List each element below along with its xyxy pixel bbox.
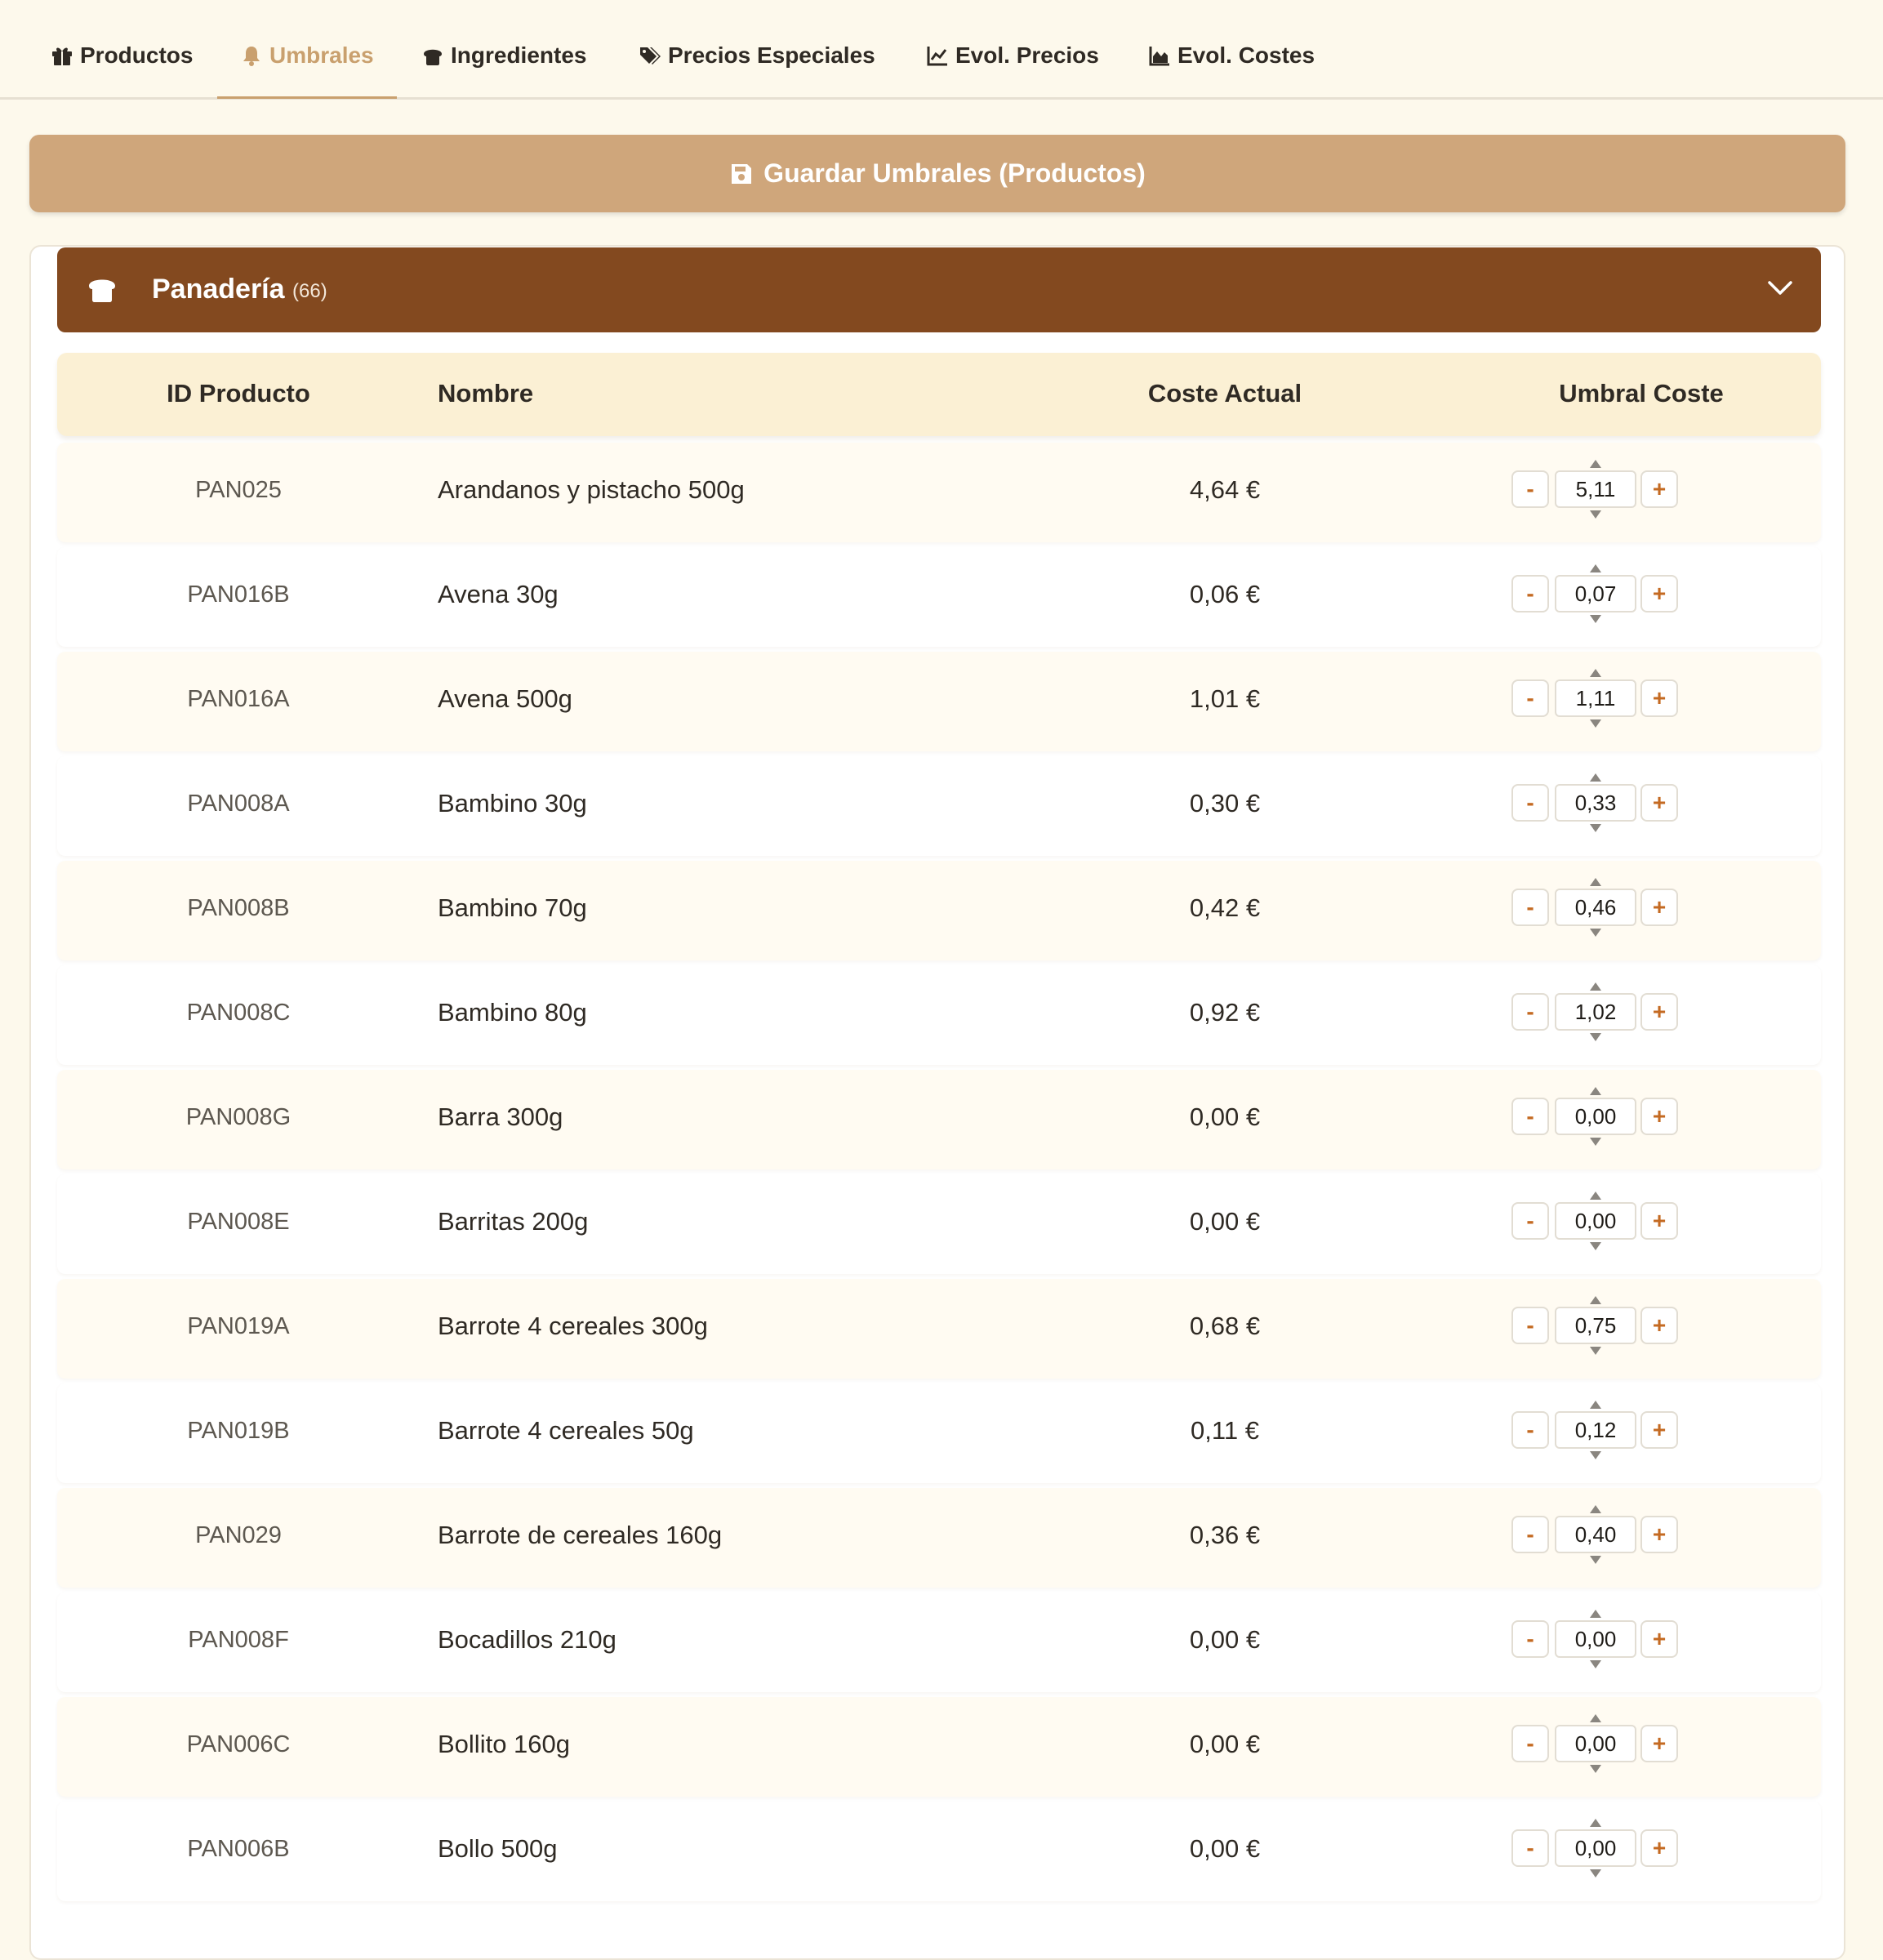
decrement-button[interactable]: -: [1511, 1516, 1549, 1553]
threshold-input[interactable]: 0,00: [1555, 1202, 1636, 1240]
product-name: Barrote de cereales 160g: [438, 1521, 723, 1549]
threshold-input[interactable]: 0,33: [1555, 784, 1636, 822]
column-header-id[interactable]: ID Producto: [167, 379, 310, 408]
threshold-input[interactable]: 0,46: [1555, 889, 1636, 926]
increment-button[interactable]: +: [1640, 1725, 1678, 1762]
threshold-stepper: [1511, 889, 1683, 928]
threshold-stepper: [1511, 1098, 1683, 1137]
increment-button[interactable]: +: [1640, 1411, 1678, 1449]
spin-down-icon[interactable]: [1590, 1347, 1601, 1355]
current-cost: 4,64 €: [1189, 475, 1261, 504]
current-cost: 0,11 €: [1191, 1416, 1259, 1445]
current-cost: 0,00 €: [1189, 1834, 1261, 1863]
current-cost: 0,00 €: [1189, 1207, 1261, 1236]
tab-label: Umbrales: [269, 42, 374, 68]
table-row: [57, 1174, 1821, 1274]
category-count: (66): [292, 280, 327, 302]
threshold-input[interactable]: 0,00: [1555, 1829, 1636, 1867]
tab-label: Evol. Precios: [955, 42, 1099, 68]
decrement-button[interactable]: -: [1511, 1098, 1549, 1135]
spin-down-icon[interactable]: [1590, 1660, 1601, 1668]
product-id: PAN008F: [188, 1627, 289, 1653]
product-name: Barrote 4 cereales 300g: [438, 1312, 708, 1340]
table-header: [57, 353, 1821, 436]
table-row: [57, 1070, 1821, 1169]
spin-down-icon[interactable]: [1590, 1556, 1601, 1564]
save-thresholds-button[interactable]: [29, 135, 1845, 212]
threshold-stepper: [1511, 1307, 1683, 1346]
threshold-stepper: [1511, 470, 1683, 510]
table-row: [57, 652, 1821, 751]
category-name: Panadería: [152, 274, 285, 305]
gift-icon: [51, 44, 73, 67]
tab-label: Productos: [80, 42, 194, 68]
tags-icon: [639, 44, 661, 67]
threshold-input[interactable]: 1,02: [1555, 993, 1636, 1031]
increment-button[interactable]: +: [1640, 1620, 1678, 1658]
product-name: Avena 500g: [438, 684, 572, 713]
product-name: Avena 30g: [438, 580, 559, 608]
threshold-stepper: [1511, 1620, 1683, 1659]
spin-down-icon[interactable]: [1590, 929, 1601, 937]
product-name: Bambino 70g: [438, 893, 587, 922]
table-row: [57, 1802, 1821, 1901]
tab-label: Ingredientes: [451, 42, 587, 68]
bread-icon: [87, 275, 118, 303]
product-id: PAN006B: [187, 1836, 290, 1862]
table-body: [57, 443, 1821, 1906]
spin-up-icon[interactable]: [1590, 669, 1601, 677]
current-cost: 0,00 €: [1189, 1730, 1261, 1758]
threshold-stepper: [1511, 1516, 1683, 1555]
product-id: PAN025: [195, 477, 282, 503]
table-row: [57, 443, 1821, 542]
threshold-input[interactable]: 0,00: [1555, 1725, 1636, 1762]
threshold-stepper: [1511, 679, 1683, 719]
spin-up-icon[interactable]: [1590, 1401, 1601, 1409]
threshold-stepper: [1511, 575, 1683, 614]
spin-up-icon[interactable]: [1590, 773, 1601, 782]
tab-evol-costes[interactable]: [1148, 42, 1315, 96]
current-cost: 0,00 €: [1189, 1102, 1261, 1131]
threshold-input[interactable]: 0,12: [1555, 1411, 1636, 1449]
bell-icon: [240, 44, 263, 67]
increment-button[interactable]: +: [1640, 470, 1678, 508]
product-name: Bollo 500g: [438, 1834, 558, 1863]
product-id: PAN008B: [187, 895, 290, 921]
increment-button[interactable]: +: [1640, 1829, 1678, 1867]
decrement-button[interactable]: -: [1511, 679, 1549, 717]
current-cost: 0,92 €: [1189, 998, 1261, 1027]
increment-button[interactable]: +: [1640, 1202, 1678, 1240]
threshold-stepper: [1511, 1202, 1683, 1241]
table-row: [57, 1383, 1821, 1483]
chevron-down-icon[interactable]: [1767, 278, 1793, 298]
increment-button[interactable]: +: [1640, 1516, 1678, 1553]
spin-up-icon[interactable]: [1590, 564, 1601, 572]
spin-down-icon[interactable]: [1590, 510, 1601, 519]
product-id: PAN016A: [187, 686, 290, 712]
increment-button[interactable]: +: [1640, 1307, 1678, 1344]
current-cost: 0,06 €: [1189, 580, 1261, 608]
product-name: Arandanos y pistacho 500g: [438, 475, 745, 504]
product-name: Barrote 4 cereales 50g: [438, 1416, 694, 1445]
save-button-label: Guardar Umbrales (Productos): [763, 158, 1146, 188]
spin-up-icon[interactable]: [1590, 982, 1601, 991]
category-header[interactable]: [57, 247, 1821, 332]
product-id: PAN019A: [187, 1313, 290, 1339]
product-name: Bambino 30g: [438, 789, 587, 817]
threshold-stepper: [1511, 1411, 1683, 1450]
spin-up-icon[interactable]: [1590, 1296, 1601, 1304]
increment-button[interactable]: +: [1640, 889, 1678, 926]
decrement-button[interactable]: -: [1511, 1411, 1549, 1449]
spin-down-icon[interactable]: [1590, 1242, 1601, 1250]
tab-precios-especiales[interactable]: [639, 42, 875, 96]
product-id: PAN008A: [187, 791, 290, 817]
table-row: [57, 965, 1821, 1065]
increment-button[interactable]: +: [1640, 1098, 1678, 1135]
product-name: Bollito 160g: [438, 1730, 571, 1758]
column-header-cost[interactable]: Coste Actual: [1147, 379, 1302, 408]
spin-down-icon[interactable]: [1590, 1765, 1601, 1773]
table-row: [57, 861, 1821, 960]
tab-ingredientes[interactable]: [421, 42, 586, 96]
spin-down-icon[interactable]: [1590, 615, 1601, 623]
current-cost: 0,00 €: [1189, 1625, 1261, 1654]
decrement-button[interactable]: -: [1511, 470, 1549, 508]
decrement-button[interactable]: -: [1511, 1829, 1549, 1867]
threshold-input[interactable]: 0,00: [1555, 1620, 1636, 1658]
product-id: PAN019B: [187, 1418, 290, 1444]
decrement-button[interactable]: -: [1511, 575, 1549, 612]
increment-button[interactable]: +: [1640, 993, 1678, 1031]
threshold-input[interactable]: 5,11: [1555, 470, 1636, 508]
column-header-threshold[interactable]: Umbral Coste: [1559, 379, 1724, 408]
current-cost: 0,30 €: [1189, 789, 1261, 817]
increment-button[interactable]: +: [1640, 575, 1678, 612]
column-header-name[interactable]: Nombre: [438, 379, 534, 408]
threshold-stepper: [1511, 784, 1683, 823]
tab-bar: [0, 0, 1883, 100]
spin-up-icon[interactable]: [1590, 1819, 1601, 1827]
spin-down-icon[interactable]: [1590, 1869, 1601, 1878]
tab-label: Evol. Costes: [1177, 42, 1315, 68]
spin-up-icon[interactable]: [1590, 1505, 1601, 1513]
product-id: PAN008E: [187, 1209, 290, 1235]
spin-up-icon[interactable]: [1590, 1610, 1601, 1618]
current-cost: 0,68 €: [1189, 1312, 1261, 1340]
table-row: [57, 1697, 1821, 1797]
table-row: [57, 547, 1821, 647]
line-chart-icon: [926, 44, 949, 67]
spin-down-icon[interactable]: [1590, 824, 1601, 832]
bread-icon: [421, 44, 444, 67]
table-row: [57, 1279, 1821, 1379]
decrement-button[interactable]: -: [1511, 1202, 1549, 1240]
category-card: [29, 245, 1845, 1960]
product-name: Barra 300g: [438, 1102, 563, 1131]
spin-up-icon[interactable]: [1590, 1714, 1601, 1722]
decrement-button[interactable]: -: [1511, 784, 1549, 822]
decrement-button[interactable]: -: [1511, 993, 1549, 1031]
table-row: [57, 1488, 1821, 1588]
current-cost: 0,42 €: [1189, 893, 1261, 922]
current-cost: 1,01 €: [1189, 684, 1261, 713]
spin-down-icon[interactable]: [1590, 1451, 1601, 1459]
threshold-input[interactable]: 1,11: [1555, 679, 1636, 717]
threshold-stepper: [1511, 1829, 1683, 1869]
product-id: PAN029: [195, 1522, 282, 1548]
current-cost: 0,36 €: [1189, 1521, 1261, 1549]
decrement-button[interactable]: -: [1511, 889, 1549, 926]
threshold-input[interactable]: 0,00: [1555, 1098, 1636, 1135]
save-icon: [729, 162, 754, 186]
product-name: Bambino 80g: [438, 998, 587, 1027]
tab-umbrales[interactable]: [240, 42, 374, 96]
product-id: PAN016B: [187, 581, 290, 608]
product-id: PAN006C: [186, 1731, 291, 1757]
increment-button[interactable]: +: [1640, 784, 1678, 822]
decrement-button[interactable]: -: [1511, 1620, 1549, 1658]
spin-down-icon[interactable]: [1590, 719, 1601, 728]
increment-button[interactable]: +: [1640, 679, 1678, 717]
product-name: Bocadillos 210g: [438, 1625, 617, 1654]
spin-up-icon[interactable]: [1590, 460, 1601, 468]
product-id: PAN008C: [186, 1000, 291, 1026]
table-row: [57, 1592, 1821, 1692]
tab-evol-precios[interactable]: [926, 42, 1099, 96]
decrement-button[interactable]: -: [1511, 1725, 1549, 1762]
threshold-input[interactable]: 0,07: [1555, 575, 1636, 612]
table-row: [57, 756, 1821, 856]
spin-down-icon[interactable]: [1590, 1033, 1601, 1041]
spin-up-icon[interactable]: [1590, 1087, 1601, 1095]
area-chart-icon: [1148, 44, 1171, 67]
spin-down-icon[interactable]: [1590, 1138, 1601, 1146]
threshold-input[interactable]: 0,40: [1555, 1516, 1636, 1553]
threshold-stepper: [1511, 1725, 1683, 1764]
product-id: PAN008G: [185, 1104, 292, 1130]
threshold-input[interactable]: 0,75: [1555, 1307, 1636, 1344]
spin-up-icon[interactable]: [1590, 878, 1601, 886]
decrement-button[interactable]: -: [1511, 1307, 1549, 1344]
threshold-stepper: [1511, 993, 1683, 1032]
product-name: Barritas 200g: [438, 1207, 589, 1236]
tab-label: Precios Especiales: [668, 42, 875, 68]
tab-productos[interactable]: [51, 42, 193, 96]
spin-up-icon[interactable]: [1590, 1192, 1601, 1200]
